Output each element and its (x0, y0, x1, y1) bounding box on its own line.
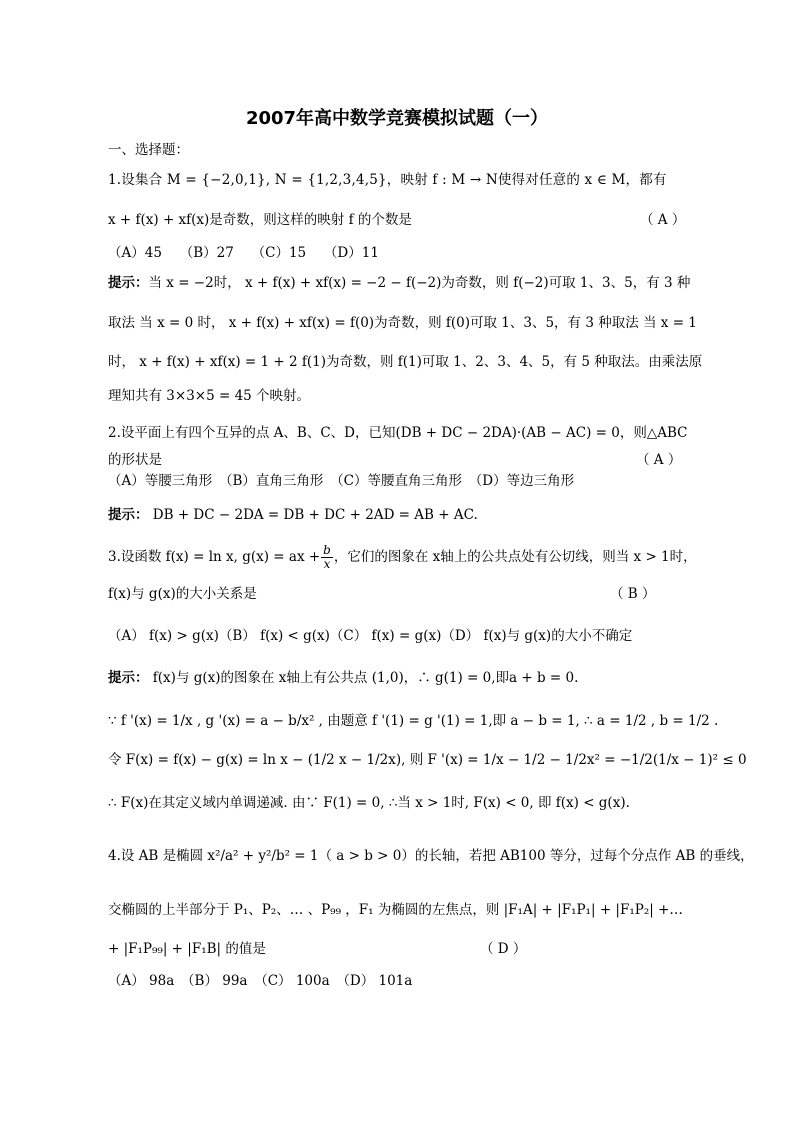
q4-answer: （ D ） (480, 941, 527, 957)
q2-options: （A）等腰三角形 （B）直角三角形 （C）等腰直角三角形 （D）等边三角形 (108, 473, 575, 489)
q1-hint-line1 (108, 273, 698, 293)
q1-options: （A）45 （B）27 （C）15 （D）11 (108, 245, 379, 261)
q3-answer: （ B ） (610, 586, 656, 602)
q3-options: （A） f(x) > g(x)（B） f(x) < g(x)（C） f(x) = g(x)（D） f(x)与 g(x)的大小不确定 (108, 628, 633, 644)
q1-hint-line3: 时， x + f(x) + xf(x) = 1 + 2 f(1)为奇数，则 f(1)可取 1、2、3、4、5，有 5 种取法。由乘法原 (108, 354, 703, 370)
q2-answer: （ A ） (636, 452, 682, 468)
q3-hint-line2: ∵ f '(x) = 1/x , g '(x) = a − b/x² , 由题意 f '(1) = g '(1) = 1,即 a − b = 1, ∴ a = 1/2 , b = 1/2 . (108, 713, 719, 729)
q3-hint-text1: f(x)与 g(x)的图象在 x轴上有公共点 (1,0)，∴ g(1) = 0,即a + b = 0. (152, 670, 579, 686)
q3-stem-part2: ，它们的图象在 x轴上的公共点处有公切线，则当 x > 1时， (333, 549, 697, 565)
page-title: 2007年高中数学竞赛模拟试题（一） (245, 108, 549, 129)
q2-stem-line2: 的形状是 (108, 452, 162, 468)
q3-frac-denominator: x (323, 557, 331, 571)
q4-stem-line3: + |F₁P₉₉| + |F₁B| 的值是 (108, 941, 266, 957)
q2-stem-line1: 2.设平面上有四个互异的点 A、B、C、D，已知(DB + DC − 2DA)·(AB − AC) = 0，则△ABC (108, 425, 688, 441)
hint-label: 提示： (108, 670, 149, 686)
q3-hint-line4: ∴ F(x)在其定义域内单调递减. 由∵ F(1) = 0, ∴当 x > 1时, F(x) < 0, 即 f(x) < g(x). (108, 795, 630, 811)
q3-stem-line2: f(x)与 g(x)的大小关系是 (108, 586, 257, 602)
q3-hint-line1 (108, 668, 698, 688)
q3-frac-numerator: b (323, 543, 331, 557)
q3-hint-line3: 令 F(x) = f(x) − g(x) = ln x − (1/2 x − 1/2x), 则 F '(x) = 1/x − 1/2 − 1/2x² = −1/2(1/x − 1)² ≤ 0 (108, 752, 747, 768)
q1-hint-line2: 取法 当 x = 0 时， x + f(x) + xf(x) = f(0)为奇数，则 f(0)可取 1、3、5，有 3 种取法 当 x = 1 (108, 315, 697, 331)
q1-answer: （ A ） (640, 212, 686, 228)
hint-label: 提示： (108, 275, 149, 291)
q4-stem-line2: 交椭圆的上半部分于 P₁、P₂、… 、P₉₉ ，F₁ 为椭圆的左焦点，则 |F₁A| + |F₁P₁| + |F₁P₂| +… (108, 902, 683, 918)
q1-stem-line2: x + f(x) + xf(x)是奇数，则这样的映射 f 的个数是 (108, 212, 412, 228)
q1-stem-line1: 1.设集合 M = {−2,0,1}, N = {1,2,3,4,5}，映射 f : M → N使得对任意的 x ∈ M，都有 (108, 172, 667, 188)
q1-hint-line4: 理知共有 3×3×5 = 45 个映射。 (108, 388, 311, 404)
section-heading: 一、选择题： (108, 142, 189, 158)
q1-hint-text1: 当 x = −2时， x + f(x) + xf(x) = −2 − f(−2)为奇数，则 f(−2)可取 1、3、5，有 3 种 (148, 275, 691, 291)
q2-hint (108, 505, 698, 525)
q2-hint-text: DB + DC − 2DA = DB + DC + 2AD = AB + AC. (152, 507, 478, 523)
q3-stem-part1: 3.设函数 f(x) = ln x, g(x) = ax + (108, 549, 321, 565)
hint-label: 提示： (108, 507, 149, 523)
q4-stem-line1: 4.设 AB 是椭圆 x²/a² + y²/b² = 1（ a > b > 0）的长轴，若把 AB100 等分，过每个分点作 AB 的垂线， (108, 848, 754, 864)
q3-stem-line1 (108, 544, 698, 571)
q4-options: （A） 98a （B） 99a （C） 100a （D） 101a (108, 973, 413, 989)
q3-fraction (321, 544, 333, 571)
